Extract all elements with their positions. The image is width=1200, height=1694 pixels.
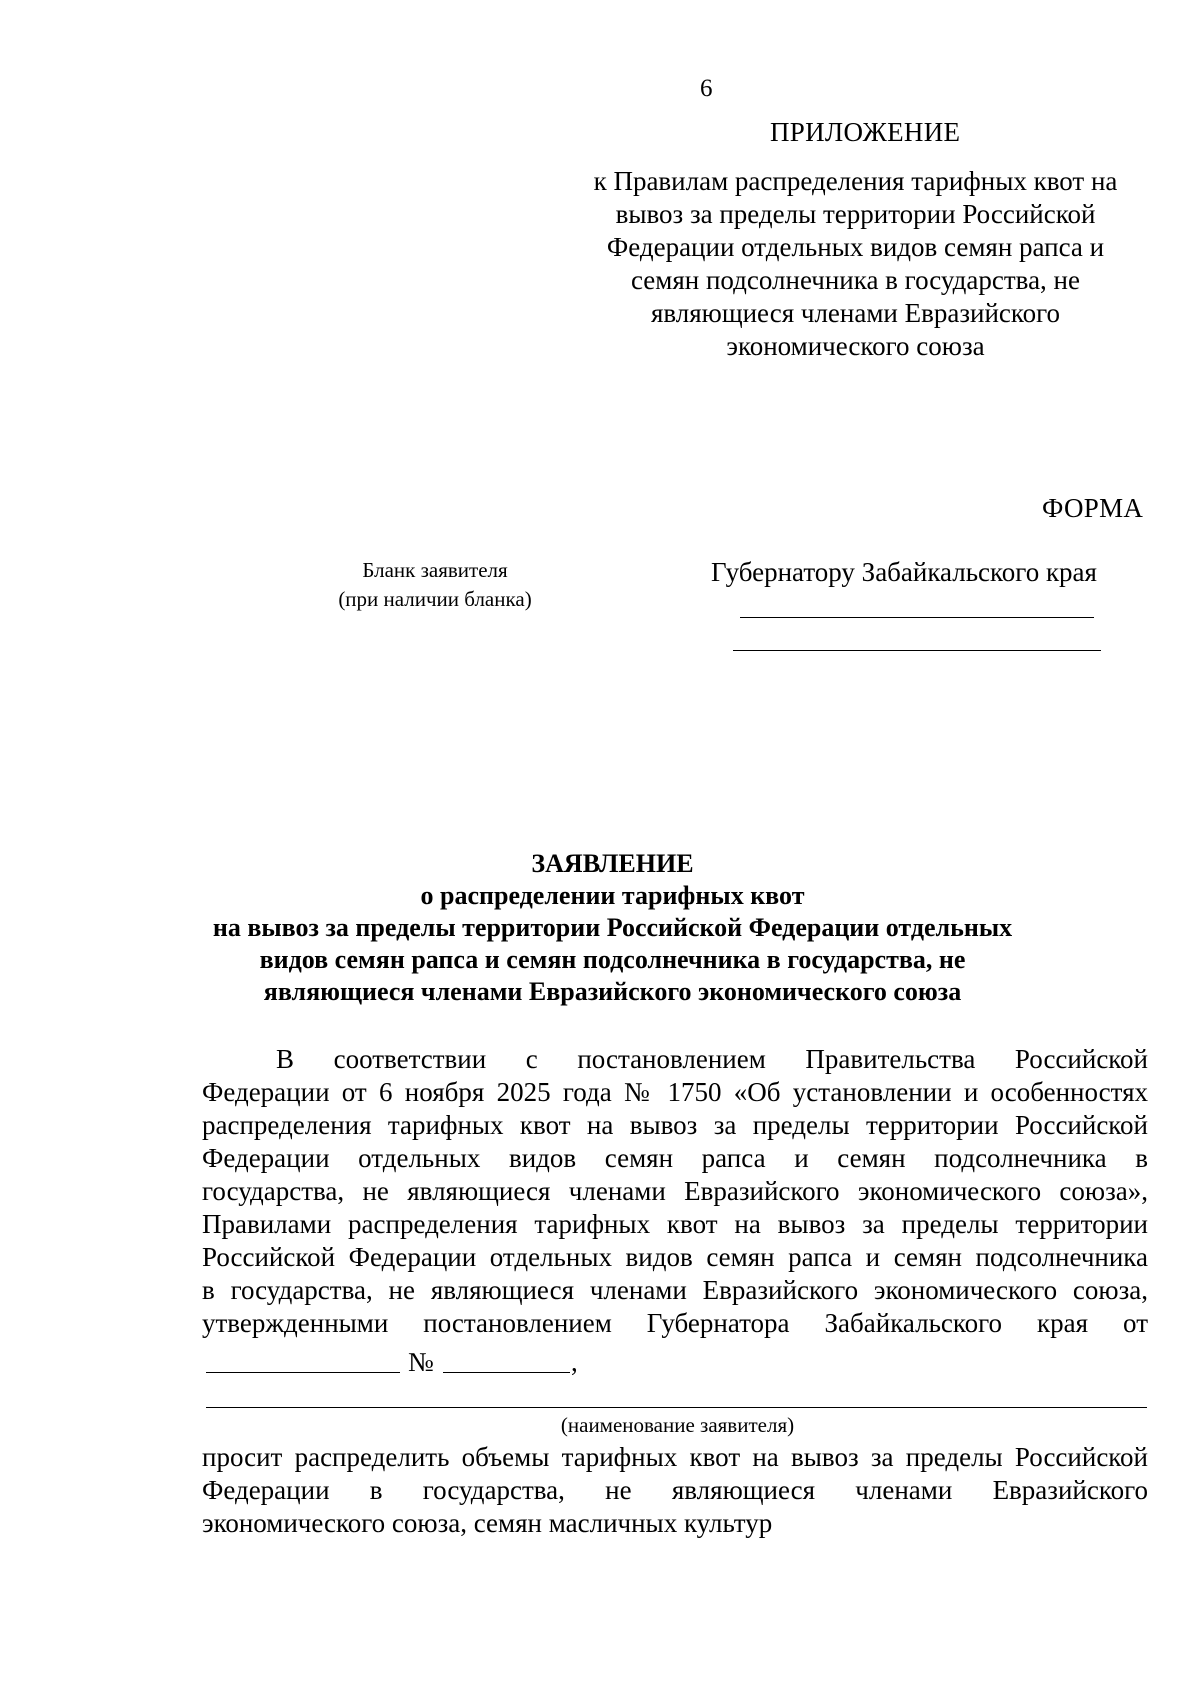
number-sign: № [408, 1347, 434, 1377]
statement-subtitle-line: являющиеся членами Евразийского экономического союза [263, 977, 962, 1006]
body-line: утвержденными постановлением Губернатора Забайкальского края от [202, 1308, 1148, 1338]
body-line: В соответствии с постановлением Правительства Российской [276, 1044, 1148, 1074]
request-body [202, 1441, 1148, 1540]
request-line: Федерации в государства, не являющиеся членами Евразийского [202, 1475, 1148, 1505]
appendix-description-line: семян подсолнечника в государства, не [630, 265, 1080, 295]
addressee: Губернатору Забайкальского края [711, 557, 1097, 587]
statement-subtitle-line: о распределении тарифных квот [420, 881, 805, 910]
appendix-description-line: Федерации отдельных видов семян рапса и [606, 232, 1105, 262]
page-number: 6 [700, 75, 713, 102]
statement-body [202, 1043, 1148, 1340]
request-line: просит распределить объемы тарифных квот на вывоз за пределы Российской [202, 1442, 1148, 1472]
body-line: Российской Федерации отдельных видов семян рапса и семян подсолнечника [202, 1242, 1148, 1272]
statement-title: ЗАЯВЛЕНИЕ [531, 849, 694, 878]
number-blank-line [443, 1372, 570, 1373]
statement-heading [170, 848, 1055, 1008]
body-line: в государства, не являющиеся членами Евразийского экономического союза, [202, 1275, 1148, 1305]
appendix-description-line: к Правилам распределения тарифных квот на [593, 166, 1118, 196]
body-line: Федерации от 6 ноября 2025 года № 1750 «Об установлении и особенностях [202, 1077, 1148, 1107]
appendix-description [578, 165, 1133, 363]
body-line: государства, не являющиеся членами Евразийского экономического союза», [202, 1176, 1148, 1206]
appendix-title: ПРИЛОЖЕНИЕ [770, 117, 961, 147]
statement-subtitle-line: видов семян рапса и семян подсолнечника в государства, не [259, 945, 966, 974]
addressee-blank-line [733, 650, 1101, 651]
addressee-blank-line [740, 617, 1094, 618]
body-line: Правилами распределения тарифных квот на вывоз за пределы территории [202, 1209, 1148, 1239]
body-line: Федерации отдельных видов семян рапса и семян подсолнечника в [202, 1143, 1148, 1173]
form-label: ФОРМА [1042, 493, 1144, 523]
applicant-name-caption: (наименование заявителя) [560, 1413, 795, 1437]
date-blank-line [206, 1372, 400, 1373]
body-line: распределения тарифных квот на вывоз за пределы территории Российской [202, 1110, 1148, 1140]
appendix-description-line: экономического союза [726, 331, 985, 361]
letterhead-placeholder [305, 556, 565, 614]
statement-subtitle-line: на вывоз за пределы территории Российской Федерации отдельных [212, 913, 1013, 942]
appendix-description-line: вывоз за пределы территории Российской [615, 199, 1096, 229]
appendix-description-line: являющиеся членами Евразийского [650, 298, 1061, 328]
applicant-name-blank-line [206, 1407, 1147, 1408]
letterhead-line: (при наличии бланка) [338, 587, 532, 611]
request-line: экономического союза, семян масличных культур [202, 1508, 773, 1538]
comma: , [571, 1347, 578, 1377]
letterhead-line: Бланк заявителя [362, 558, 508, 582]
